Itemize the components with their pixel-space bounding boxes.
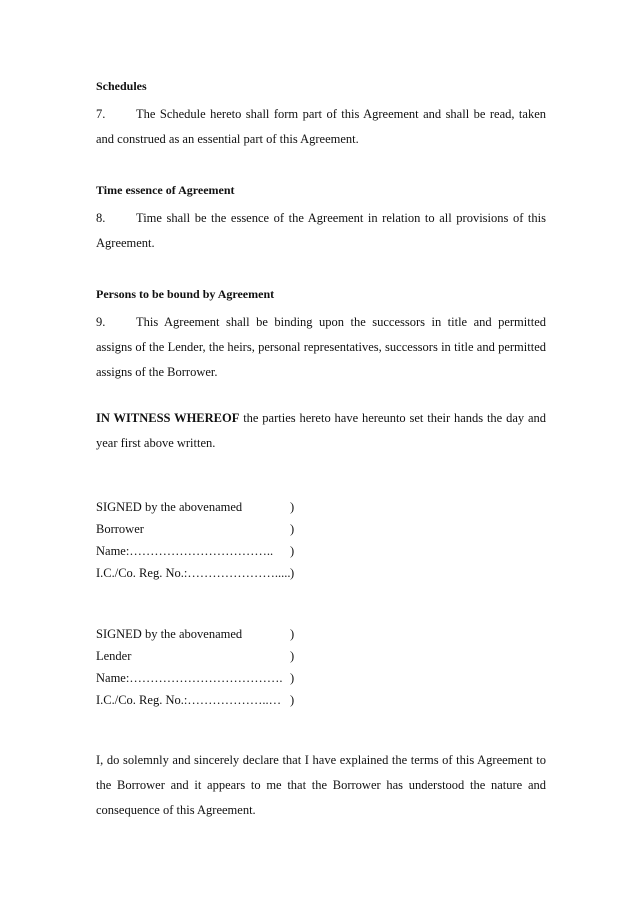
- borrower-signed-label: SIGNED by the abovenamed: [96, 500, 243, 514]
- lender-paren: ): [290, 671, 295, 685]
- lender-role-label: Lender: [96, 649, 132, 663]
- clause-9: [96, 310, 546, 385]
- declaration-paragraph: I, do solemnly and sincerely declare that I have explained the terms of this Agreement to the Borrower and it appears to me that the Borrower has understood the nature and consequence of this Agreement.: [96, 753, 546, 817]
- witness-clause: [96, 406, 546, 456]
- lender-name-label: Name:……………………………….: [96, 671, 283, 685]
- clause-9-text: This Agreement shall be binding upon the successors in title and permitted assigns of the Lender, the heirs, personal representatives, successors in title and permitted assigns of the Borrower.: [96, 315, 546, 379]
- borrower-paren: ): [290, 522, 295, 536]
- clause-7-number: 7.: [96, 107, 106, 121]
- lender-signed-label: SIGNED by the abovenamed: [96, 627, 243, 641]
- clause-8-text: Time shall be the essence of the Agreement in relation to all provisions of this Agreement.: [96, 211, 546, 250]
- heading-time-essence: Time essence of Agreement: [96, 183, 235, 197]
- borrower-paren: ): [290, 566, 295, 580]
- witness-text: the parties hereto have hereunto set their hands the day and year first above written.: [96, 411, 546, 450]
- borrower-name-label: Name:……………………………..: [96, 544, 274, 558]
- clause-8: [96, 206, 546, 256]
- lender-paren: ): [290, 627, 295, 641]
- heading-schedules: Schedules: [96, 79, 147, 93]
- borrower-paren: ): [290, 544, 295, 558]
- lender-paren: ): [290, 649, 295, 663]
- clause-7-text: The Schedule hereto shall form part of this Agreement and shall be read, taken and construed as an essential part of this Agreement.: [96, 107, 546, 146]
- lender-paren: ): [290, 693, 295, 707]
- clause-8-number: 8.: [96, 211, 106, 225]
- witness-bold: IN WITNESS WHEREOF: [96, 411, 240, 425]
- clause-9-number: 9.: [96, 315, 106, 329]
- heading-persons-bound: Persons to be bound by Agreement: [96, 287, 275, 301]
- borrower-ic-label: I.C./Co. Reg. No.:………………….....: [96, 566, 291, 580]
- clause-7: [96, 102, 546, 152]
- lender-ic-label: I.C./Co. Reg. No.:………………..…: [96, 693, 282, 707]
- borrower-role-label: Borrower: [96, 522, 144, 536]
- borrower-paren: ): [290, 500, 295, 514]
